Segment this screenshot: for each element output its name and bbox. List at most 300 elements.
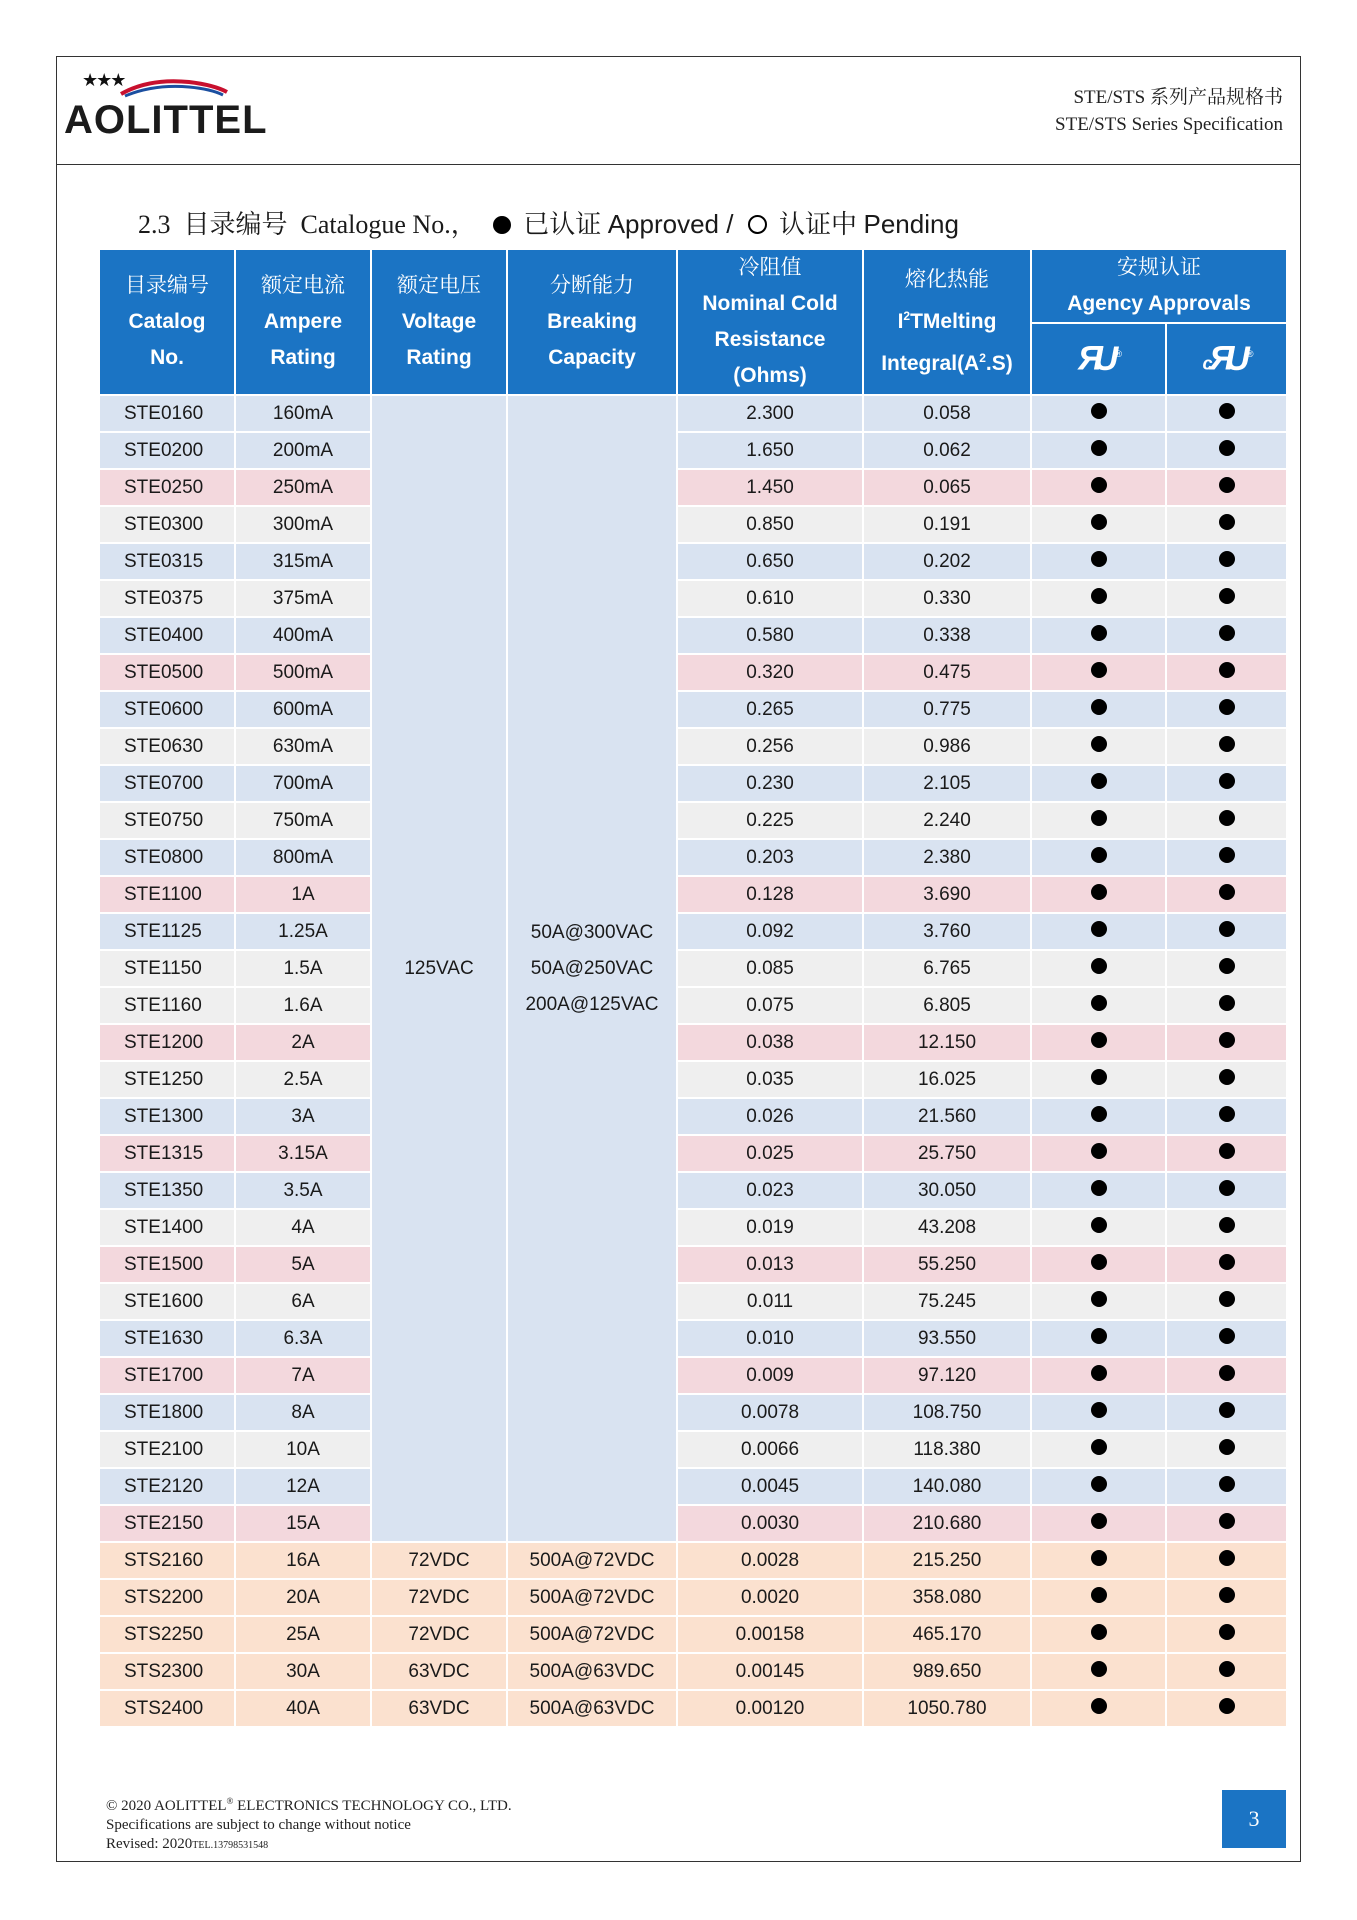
ampere-cell: 160mA xyxy=(235,395,371,432)
catalog-cell: STE0700 xyxy=(99,765,235,802)
table-row xyxy=(99,876,1287,913)
approved-dot-icon xyxy=(1091,1365,1107,1381)
footer-notice: Specifications are subject to change without notice xyxy=(106,1817,411,1833)
melting-cell: 2.380 xyxy=(863,839,1031,876)
approved-dot-icon xyxy=(1091,1476,1107,1492)
catalog-cell: STE1300 xyxy=(99,1098,235,1135)
approved-dot-icon xyxy=(1091,1032,1107,1048)
pending-zh: 认证中 xyxy=(778,210,857,239)
ampere-cell: 315mA xyxy=(235,543,371,580)
resistance-cell: 1.450 xyxy=(677,469,863,506)
catalog-cell: STE0600 xyxy=(99,691,235,728)
resistance-cell: 0.075 xyxy=(677,987,863,1024)
approved-dot-icon xyxy=(1219,1698,1235,1714)
cul-approval-cell xyxy=(1166,1579,1287,1616)
melting-cell: 97.120 xyxy=(863,1357,1031,1394)
melting-cell: 25.750 xyxy=(863,1135,1031,1172)
table-row xyxy=(99,1061,1287,1098)
ampere-cell: 3.15A xyxy=(235,1135,371,1172)
ampere-cell: 630mA xyxy=(235,728,371,765)
cul-approval-cell xyxy=(1166,1283,1287,1320)
resistance-cell: 0.0066 xyxy=(677,1431,863,1468)
ampere-cell: 1.25A xyxy=(235,913,371,950)
pending-circle-icon xyxy=(748,215,767,234)
ul-approval-cell xyxy=(1031,1024,1166,1061)
approved-dot-icon xyxy=(1219,699,1235,715)
approved-dot-icon xyxy=(1219,1106,1235,1122)
approved-dot-icon xyxy=(1219,1365,1235,1381)
ampere-cell: 7A xyxy=(235,1357,371,1394)
catalog-cell: STS2200 xyxy=(99,1579,235,1616)
ampere-cell: 600mA xyxy=(235,691,371,728)
ampere-cell: 40A xyxy=(235,1690,371,1727)
col-header-resistance: 冷阻值 Nominal Cold Resistance (Ohms) xyxy=(677,249,863,395)
melting-cell: 55.250 xyxy=(863,1246,1031,1283)
section-title xyxy=(138,204,959,241)
cul-approval-cell xyxy=(1166,1320,1287,1357)
resistance-cell: 0.025 xyxy=(677,1135,863,1172)
melting-cell: 108.750 xyxy=(863,1394,1031,1431)
table-row xyxy=(99,469,1287,506)
approved-dot-icon xyxy=(1091,1587,1107,1603)
ampere-cell: 200mA xyxy=(235,432,371,469)
resistance-cell: 0.00145 xyxy=(677,1653,863,1690)
spec-title xyxy=(1055,84,1283,138)
approved-dot-icon xyxy=(1219,1217,1235,1233)
ul-approval-cell xyxy=(1031,654,1166,691)
resistance-cell: 0.035 xyxy=(677,1061,863,1098)
approved-dot-icon xyxy=(1219,1328,1235,1344)
cul-approval-cell xyxy=(1166,395,1287,432)
table-row xyxy=(99,1172,1287,1209)
cul-approval-cell xyxy=(1166,802,1287,839)
table-row xyxy=(99,617,1287,654)
footer xyxy=(106,1792,512,1855)
ampere-cell: 400mA xyxy=(235,617,371,654)
approved-dot-icon xyxy=(1219,884,1235,900)
cul-approval-cell xyxy=(1166,580,1287,617)
ul-approval-cell xyxy=(1031,395,1166,432)
ul-approval-cell xyxy=(1031,913,1166,950)
cul-approval-cell xyxy=(1166,876,1287,913)
ul-approval-cell xyxy=(1031,728,1166,765)
table-row xyxy=(99,839,1287,876)
breaking-capacity-line: 200A@125VAC xyxy=(525,993,659,1015)
breaking-cell: 500A@72VDC xyxy=(507,1542,677,1579)
ul-approval-cell xyxy=(1031,691,1166,728)
approved-dot-icon xyxy=(1219,1402,1235,1418)
col-header-breaking: 分断能力 Breaking Capacity xyxy=(507,249,677,395)
company-logo xyxy=(64,66,268,146)
approved-dot-icon xyxy=(1219,1032,1235,1048)
approved-dot-icon xyxy=(1091,1106,1107,1122)
catalog-cell: STS2160 xyxy=(99,1542,235,1579)
cul-approval-cell xyxy=(1166,506,1287,543)
approved-dot-icon xyxy=(1219,514,1235,530)
table-row xyxy=(99,1024,1287,1061)
approved-dot-icon xyxy=(1091,514,1107,530)
melting-cell: 215.250 xyxy=(863,1542,1031,1579)
logo-stars: ★★★ xyxy=(82,70,125,90)
melting-cell: 93.550 xyxy=(863,1320,1031,1357)
approved-dot-icon xyxy=(1091,995,1107,1011)
table-row xyxy=(99,1135,1287,1172)
ampere-cell: 6A xyxy=(235,1283,371,1320)
table-row xyxy=(99,802,1287,839)
catalog-cell: STE0315 xyxy=(99,543,235,580)
ul-approval-cell xyxy=(1031,1653,1166,1690)
cul-approval-cell xyxy=(1166,728,1287,765)
ampere-cell: 3.5A xyxy=(235,1172,371,1209)
voltage-cell: 72VDC xyxy=(371,1579,507,1616)
approved-dot-icon xyxy=(1219,1143,1235,1159)
ul-approval-cell xyxy=(1031,580,1166,617)
section-number: 2.3 xyxy=(138,210,171,239)
melting-cell: 6.765 xyxy=(863,950,1031,987)
approved-dot-icon xyxy=(1091,847,1107,863)
footer-copyright: © 2020 AOLITTEL® ELECTRONICS TECHNOLOGY CO., LTD. xyxy=(106,1796,512,1814)
ul-approval-cell xyxy=(1031,1320,1166,1357)
header-divider xyxy=(56,164,1301,165)
catalog-cell: STE1400 xyxy=(99,1209,235,1246)
approved-dot-icon xyxy=(1091,773,1107,789)
approved-dot-icon xyxy=(1219,440,1235,456)
catalog-cell: STE1315 xyxy=(99,1135,235,1172)
table-row xyxy=(99,728,1287,765)
ul-approval-cell xyxy=(1031,432,1166,469)
approved-dot-icon xyxy=(1091,477,1107,493)
cul-approval-cell xyxy=(1166,432,1287,469)
catalog-cell: STS2400 xyxy=(99,1690,235,1727)
col-header-agency: 安规认证 Agency Approvals xyxy=(1031,249,1287,323)
approved-dot-icon xyxy=(1219,1661,1235,1677)
ampere-cell: 300mA xyxy=(235,506,371,543)
ampere-cell: 3A xyxy=(235,1098,371,1135)
table-row xyxy=(99,1394,1287,1431)
cul-approval-cell xyxy=(1166,1098,1287,1135)
ampere-cell: 2.5A xyxy=(235,1061,371,1098)
cul-approval-cell xyxy=(1166,1024,1287,1061)
resistance-cell: 0.610 xyxy=(677,580,863,617)
cul-approval-cell xyxy=(1166,691,1287,728)
cul-recognized-icon: cЯU® xyxy=(1202,339,1251,378)
approved-dot-icon xyxy=(1219,1439,1235,1455)
spec-title-en: STE/STS Series Specification xyxy=(1055,114,1283,135)
cul-approval-cell xyxy=(1166,1505,1287,1542)
ul-approval-cell xyxy=(1031,950,1166,987)
melting-cell: 0.338 xyxy=(863,617,1031,654)
resistance-cell: 0.019 xyxy=(677,1209,863,1246)
table-row xyxy=(99,1616,1287,1653)
melting-cell: 0.986 xyxy=(863,728,1031,765)
approved-dot-icon xyxy=(1219,1180,1235,1196)
approved-dot-icon xyxy=(1219,958,1235,974)
col-header-ul xyxy=(1031,323,1166,395)
table-row xyxy=(99,432,1287,469)
ampere-cell: 500mA xyxy=(235,654,371,691)
table-row xyxy=(99,1431,1287,1468)
ampere-cell: 1.5A xyxy=(235,950,371,987)
cul-approval-cell xyxy=(1166,950,1287,987)
catalog-cell: STE1250 xyxy=(99,1061,235,1098)
approved-dot-icon xyxy=(1219,773,1235,789)
cul-approval-cell xyxy=(1166,1172,1287,1209)
catalog-cell: STE0500 xyxy=(99,654,235,691)
approved-dot-icon xyxy=(1091,551,1107,567)
ul-approval-cell xyxy=(1031,1616,1166,1653)
melting-cell: 30.050 xyxy=(863,1172,1031,1209)
resistance-cell: 0.00120 xyxy=(677,1690,863,1727)
resistance-cell: 0.00158 xyxy=(677,1616,863,1653)
ul-approval-cell xyxy=(1031,1579,1166,1616)
catalog-cell: STE0630 xyxy=(99,728,235,765)
resistance-cell: 0.650 xyxy=(677,543,863,580)
ul-approval-cell xyxy=(1031,469,1166,506)
table-row xyxy=(99,1098,1287,1135)
approved-dot-icon xyxy=(1219,403,1235,419)
table-row xyxy=(99,506,1287,543)
ampere-cell: 4A xyxy=(235,1209,371,1246)
breaking-capacity-line: 50A@300VAC xyxy=(530,921,654,943)
ul-approval-cell xyxy=(1031,1172,1166,1209)
catalog-cell: STE2120 xyxy=(99,1468,235,1505)
approved-dot-icon xyxy=(1091,921,1107,937)
approved-dot-icon xyxy=(1219,477,1235,493)
table-row xyxy=(99,1505,1287,1542)
ul-approval-cell xyxy=(1031,543,1166,580)
voltage-cell: 72VDC xyxy=(371,1542,507,1579)
resistance-cell: 0.0045 xyxy=(677,1468,863,1505)
breaking-capacity-line: 50A@250VAC xyxy=(530,957,654,979)
table-row xyxy=(99,654,1287,691)
approved-dot-icon xyxy=(1091,1254,1107,1270)
resistance-cell: 2.300 xyxy=(677,395,863,432)
catalog-cell: STE1200 xyxy=(99,1024,235,1061)
ul-approval-cell xyxy=(1031,506,1166,543)
ampere-cell: 375mA xyxy=(235,580,371,617)
ampere-cell: 2A xyxy=(235,1024,371,1061)
approved-dot-icon xyxy=(1219,995,1235,1011)
resistance-cell: 0.203 xyxy=(677,839,863,876)
ul-approval-cell xyxy=(1031,1135,1166,1172)
melting-cell: 2.105 xyxy=(863,765,1031,802)
footer-revised: Revised: 2020TEL.13798531548 xyxy=(106,1836,269,1852)
melting-cell: 989.650 xyxy=(863,1653,1031,1690)
approved-dot-icon xyxy=(493,216,511,234)
approved-dot-icon xyxy=(1091,1698,1107,1714)
ul-approval-cell xyxy=(1031,1098,1166,1135)
table-row xyxy=(99,1357,1287,1394)
catalog-cell: STE0200 xyxy=(99,432,235,469)
approved-dot-icon xyxy=(1219,847,1235,863)
approved-dot-icon xyxy=(1219,1624,1235,1640)
ampere-cell: 1A xyxy=(235,876,371,913)
ul-approval-cell xyxy=(1031,1505,1166,1542)
approved-dot-icon xyxy=(1219,1513,1235,1529)
ul-approval-cell xyxy=(1031,876,1166,913)
resistance-cell: 0.092 xyxy=(677,913,863,950)
resistance-cell: 0.580 xyxy=(677,617,863,654)
catalog-cell: STE1100 xyxy=(99,876,235,913)
approved-dot-icon xyxy=(1219,1587,1235,1603)
approved-dot-icon xyxy=(1219,921,1235,937)
spec-title-zh: STE/STS 系列产品规格书 xyxy=(1073,87,1283,108)
table-row xyxy=(99,1468,1287,1505)
catalog-cell: STE1150 xyxy=(99,950,235,987)
cul-approval-cell xyxy=(1166,1431,1287,1468)
catalog-cell: STE2150 xyxy=(99,1505,235,1542)
ul-approval-cell xyxy=(1031,1542,1166,1579)
resistance-cell: 0.011 xyxy=(677,1283,863,1320)
catalog-cell: STE1500 xyxy=(99,1246,235,1283)
ul-approval-cell xyxy=(1031,1061,1166,1098)
ul-approval-cell xyxy=(1031,987,1166,1024)
catalogue-table xyxy=(98,248,1288,1728)
melting-cell: 6.805 xyxy=(863,987,1031,1024)
catalog-cell: STE0800 xyxy=(99,839,235,876)
catalog-cell: STE0375 xyxy=(99,580,235,617)
approved-dot-icon xyxy=(1091,884,1107,900)
ampere-cell: 20A xyxy=(235,1579,371,1616)
melting-cell: 465.170 xyxy=(863,1616,1031,1653)
ampere-cell: 30A xyxy=(235,1653,371,1690)
melting-cell: 21.560 xyxy=(863,1098,1031,1135)
approved-dot-icon xyxy=(1091,440,1107,456)
ampere-cell: 15A xyxy=(235,1505,371,1542)
table-row xyxy=(99,950,1287,987)
table-row xyxy=(99,580,1287,617)
table-row xyxy=(99,691,1287,728)
table-body xyxy=(99,395,1287,1727)
melting-cell: 3.690 xyxy=(863,876,1031,913)
approved-dot-icon xyxy=(1091,1513,1107,1529)
melting-cell: 0.775 xyxy=(863,691,1031,728)
table-row xyxy=(99,913,1287,950)
approved-dot-icon xyxy=(1091,1402,1107,1418)
pending-en: Pending xyxy=(863,209,959,239)
table-row xyxy=(99,1653,1287,1690)
table-row xyxy=(99,543,1287,580)
ul-approval-cell xyxy=(1031,1394,1166,1431)
resistance-cell: 0.023 xyxy=(677,1172,863,1209)
ul-approval-cell xyxy=(1031,1431,1166,1468)
approved-dot-icon xyxy=(1091,1180,1107,1196)
ul-approval-cell xyxy=(1031,839,1166,876)
resistance-cell: 0.230 xyxy=(677,765,863,802)
melting-cell: 75.245 xyxy=(863,1283,1031,1320)
approved-dot-icon xyxy=(1219,810,1235,826)
breaking-cell: 500A@72VDC xyxy=(507,1616,677,1653)
resistance-cell: 0.010 xyxy=(677,1320,863,1357)
approved-dot-icon xyxy=(1091,1550,1107,1566)
col-header-voltage: 额定电压 Voltage Rating xyxy=(371,249,507,395)
breaking-cell: 500A@63VDC xyxy=(507,1690,677,1727)
catalog-cell: STE0400 xyxy=(99,617,235,654)
catalog-cell: STE0300 xyxy=(99,506,235,543)
ul-approval-cell xyxy=(1031,617,1166,654)
cul-approval-cell xyxy=(1166,1653,1287,1690)
approved-dot-icon xyxy=(1091,1624,1107,1640)
ampere-cell: 700mA xyxy=(235,765,371,802)
resistance-cell: 0.0020 xyxy=(677,1579,863,1616)
breaking-merged-cell xyxy=(507,395,677,1542)
cul-approval-cell xyxy=(1166,1616,1287,1653)
catalog-cell: STE1600 xyxy=(99,1283,235,1320)
approved-dot-icon xyxy=(1219,551,1235,567)
approved-dot-icon xyxy=(1091,588,1107,604)
table-row xyxy=(99,395,1287,432)
voltage-merged-cell: 125VAC xyxy=(371,395,507,1542)
ul-approval-cell xyxy=(1031,1283,1166,1320)
ampere-cell: 10A xyxy=(235,1431,371,1468)
catalog-cell: STE1160 xyxy=(99,987,235,1024)
cul-approval-cell xyxy=(1166,1061,1287,1098)
catalog-cell: STE1125 xyxy=(99,913,235,950)
table-row xyxy=(99,1283,1287,1320)
melting-cell: 43.208 xyxy=(863,1209,1031,1246)
col-header-catalog: 目录编号 Catalog No. xyxy=(99,249,235,395)
melting-cell: 16.025 xyxy=(863,1061,1031,1098)
cul-approval-cell xyxy=(1166,913,1287,950)
approved-dot-icon xyxy=(1219,625,1235,641)
melting-cell: 140.080 xyxy=(863,1468,1031,1505)
ampere-cell: 25A xyxy=(235,1616,371,1653)
ul-recognized-icon: ЯU® xyxy=(1078,339,1119,378)
breaking-cell: 500A@63VDC xyxy=(507,1653,677,1690)
approved-dot-icon xyxy=(1219,1550,1235,1566)
ampere-cell: 250mA xyxy=(235,469,371,506)
resistance-cell: 0.026 xyxy=(677,1098,863,1135)
resistance-cell: 0.265 xyxy=(677,691,863,728)
resistance-cell: 0.009 xyxy=(677,1357,863,1394)
ul-approval-cell xyxy=(1031,1209,1166,1246)
resistance-cell: 0.320 xyxy=(677,654,863,691)
approved-dot-icon xyxy=(1219,1291,1235,1307)
voltage-cell: 63VDC xyxy=(371,1653,507,1690)
melting-cell: 2.240 xyxy=(863,802,1031,839)
catalog-cell: STE0250 xyxy=(99,469,235,506)
ampere-cell: 6.3A xyxy=(235,1320,371,1357)
cul-approval-cell xyxy=(1166,987,1287,1024)
catalog-cell: STE1700 xyxy=(99,1357,235,1394)
catalog-cell: STS2300 xyxy=(99,1653,235,1690)
resistance-cell: 0.0030 xyxy=(677,1505,863,1542)
resistance-cell: 0.128 xyxy=(677,876,863,913)
cul-approval-cell xyxy=(1166,765,1287,802)
approved-dot-icon xyxy=(1091,736,1107,752)
cul-approval-cell xyxy=(1166,1209,1287,1246)
ampere-cell: 5A xyxy=(235,1246,371,1283)
resistance-cell: 0.0028 xyxy=(677,1542,863,1579)
breaking-cell: 500A@72VDC xyxy=(507,1579,677,1616)
approved-dot-icon xyxy=(1091,1439,1107,1455)
resistance-cell: 0.850 xyxy=(677,506,863,543)
ampere-cell: 1.6A xyxy=(235,987,371,1024)
melting-cell: 1050.780 xyxy=(863,1690,1031,1727)
ul-approval-cell xyxy=(1031,1357,1166,1394)
approved-dot-icon xyxy=(1091,1217,1107,1233)
resistance-cell: 0.085 xyxy=(677,950,863,987)
cul-approval-cell xyxy=(1166,1246,1287,1283)
resistance-cell: 0.0078 xyxy=(677,1394,863,1431)
melting-cell: 0.475 xyxy=(863,654,1031,691)
cul-approval-cell xyxy=(1166,839,1287,876)
table-row xyxy=(99,1542,1287,1579)
cul-approval-cell xyxy=(1166,469,1287,506)
catalog-cell: STE0160 xyxy=(99,395,235,432)
cul-approval-cell xyxy=(1166,1357,1287,1394)
approved-dot-icon xyxy=(1219,1476,1235,1492)
